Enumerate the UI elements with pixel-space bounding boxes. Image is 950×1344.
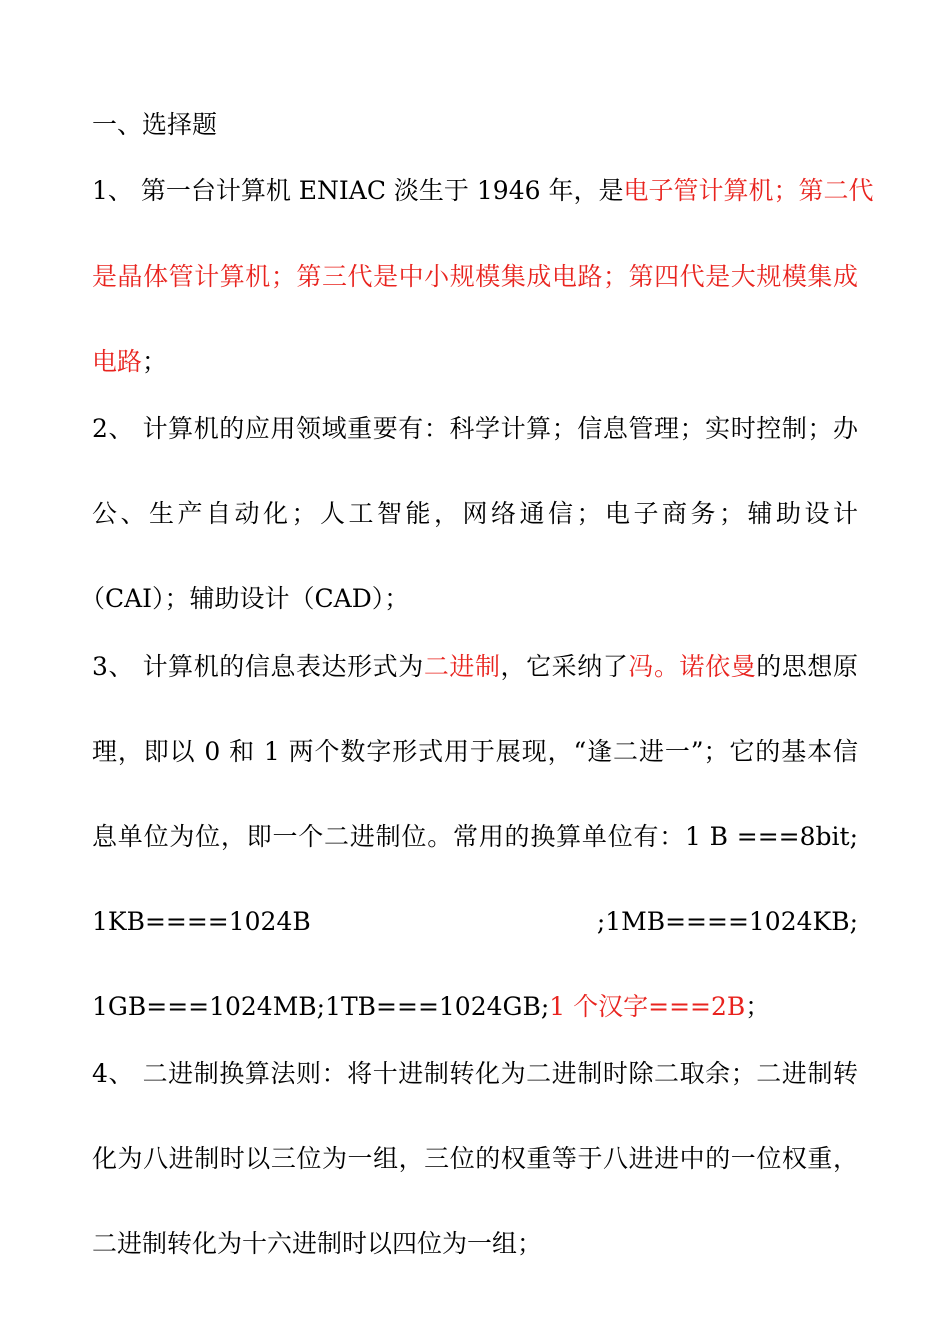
item-4-line-3 [92,1228,858,1260]
item-3-text: 理，即以 0 和 1 两个数字形式用于展现，“逢二进一”；它的基本信 [92,737,858,766]
item-1-highlight: 是晶体管计算机；第三代是中小规模集成电路；第四代是大规模集成 [92,262,858,291]
item-3-highlight: 1 个汉字===2B [549,992,746,1021]
item-3-highlight: 冯。诺依曼 [628,652,757,681]
item-3-highlight: 二进制 [423,652,501,681]
item-4-line-1 [92,1058,858,1090]
item-1-number: 1、 [92,176,133,205]
item-3-text: ;1MB====1024KB; [596,907,858,936]
item-2-line-3 [80,583,846,615]
item-1-highlight: 电子管计算机；第二代 [623,176,874,205]
item-1-highlight: 电路 [92,347,143,376]
item-2-text: 公、生产自动化；人工智能，网络通信；电子商务；辅助设计 [92,499,858,528]
item-3-line-2 [92,736,858,768]
item-1-text: ； [142,347,168,376]
item-4-text: 二进制换算法则：将十进制转化为二进制时除二取余；二进制转 [134,1059,859,1088]
item-1-text: 第一台计算机 ENIAC 淡生于 1946 年，是 [132,176,624,205]
item-1-line-1 [92,175,874,207]
item-1-line-3 [92,346,858,378]
item-3-text: 1GB===1024MB;1TB===1024GB; [92,992,550,1021]
section-heading [92,109,858,141]
item-3-text: 的思想原 [756,652,858,681]
item-4-line-2 [92,1143,858,1175]
item-3-text: ； [745,992,771,1021]
item-4-text: 二进制转化为十六进制时以四位为一组； [92,1229,543,1258]
item-3-line-1 [92,651,858,683]
item-2-number: 2、 [92,414,135,443]
item-3-text: ，它采纳了 [500,652,629,681]
item-3-text: 1KB====1024B [92,907,311,936]
item-3-number: 3、 [92,652,135,681]
item-3-text: 息单位为位，即一个二进制位。常用的换算单位有：1 B ===8bit; [92,822,858,851]
item-3-line-3 [92,821,858,853]
item-2-text: （CAI）；辅助设计（CAD）； [80,584,410,613]
item-3-line-5 [92,991,858,1023]
item-2-line-1 [92,413,858,445]
item-2-line-2 [92,498,858,530]
item-3-text: 计算机的信息表达形式为 [134,652,424,681]
item-1-line-2 [92,261,858,293]
item-2-text: 计算机的应用领域重要有：科学计算；信息管理；实时控制；办 [134,414,859,443]
heading-text: 一、选择题 [92,110,218,139]
item-3-line-4 [92,906,858,938]
item-4-text: 化为八进制时以三位为一组，三位的权重等于八进进中的一位权重， [92,1144,858,1173]
item-4-number: 4、 [92,1059,135,1088]
